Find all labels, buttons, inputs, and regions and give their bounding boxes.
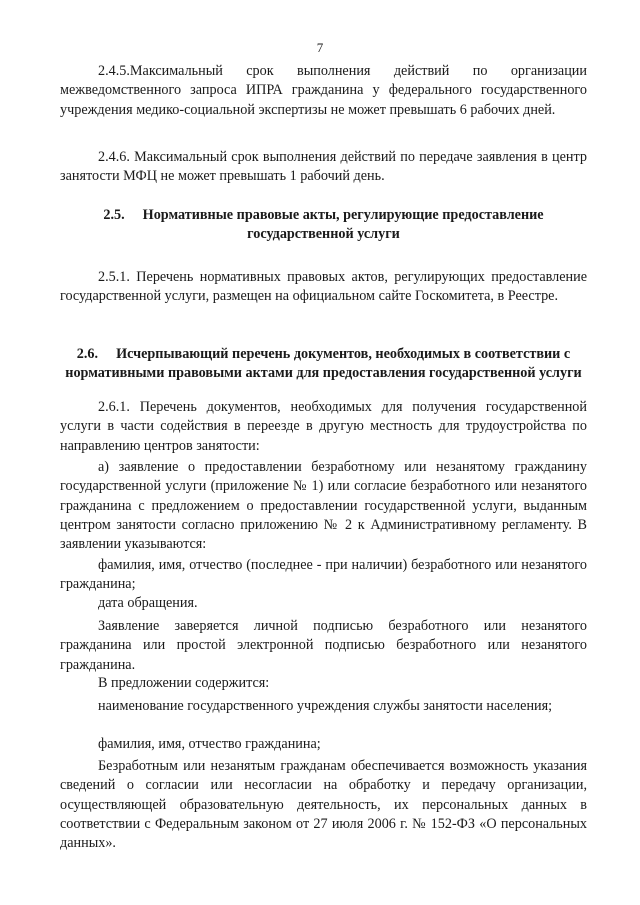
section-number: 2.5.	[103, 207, 125, 223]
paragraph-full-name: фамилия, имя, отчество (последнее - при наличии) безработного или незанятого гражданина;	[60, 557, 587, 593]
section-number: 2.6.	[76, 346, 99, 362]
paragraph-2-4-5: 2.4.5.Максимальный срок выполнения действий по организации межведомственного запроса ИПРА гражданина у федерального государственного учреждения медико-социальной экспертизы не может превышать 6 рабочих дней.	[60, 63, 587, 118]
paragraph-citizen-name: фамилия, имя, отчество гражданина;	[98, 736, 321, 752]
section-heading-2-6	[60, 345, 587, 382]
paragraph-2-5-1: 2.5.1. Перечень нормативных правовых актов, регулирующих предоставление государственной услуги, размещен на официальном сайте Госкомитета, в Реестре.	[60, 269, 587, 305]
paragraph-signature: Заявление заверяется личной подписью безработного или незанятого гражданина или простой электронной подписью безработного или незанятого гражданина.	[60, 618, 587, 673]
section-title: Исчерпывающий перечень документов, необходимых в соответствии с нормативными правовыми актами для предоставления государственной услуги	[65, 346, 582, 381]
section-title: Нормативные правовые акты, регулирующие предоставление государственной услуги	[142, 207, 544, 242]
paragraph-2-4-6: 2.4.6. Максимальный срок выполнения действий по передаче заявления в центр занятости МФЦ не может превышать 1 рабочий день.	[60, 149, 587, 185]
paragraph-data-consent: Безработным или незанятым гражданам обеспечивается возможность указания сведений о согласии или несогласии на обработку и передачу организации, осуществляющей образовательную деятельность, их персональных данных в соответствии с Федеральным законом от 27 июля 2006 г. № 152-ФЗ «О персональных данных».	[60, 758, 587, 852]
paragraph-request-date: дата обращения.	[98, 595, 198, 611]
paragraph-item-a: а) заявление о предоставлении безработному или незанятому гражданину государственной услуги (приложение № 1) или согласие безработного или незанятого гражданина с предложением о предоставлении государственной услуги, выданным центром занятости согласно приложению № 2 к Административному регламенту. В заявлении указываются:	[60, 459, 587, 553]
paragraph-agency-name: наименование государственного учреждения службы занятости населения;	[98, 698, 553, 714]
page-number: 7	[316, 40, 324, 55]
paragraph-2-6-1: 2.6.1. Перечень документов, необходимых для получения государственной услуги в части содействия в переезде в другую местность для трудоустройства по направлению центров занятости:	[60, 399, 587, 454]
paragraph-offer-contents: В предложении содержится:	[98, 675, 270, 691]
section-heading-2-5	[60, 206, 587, 243]
